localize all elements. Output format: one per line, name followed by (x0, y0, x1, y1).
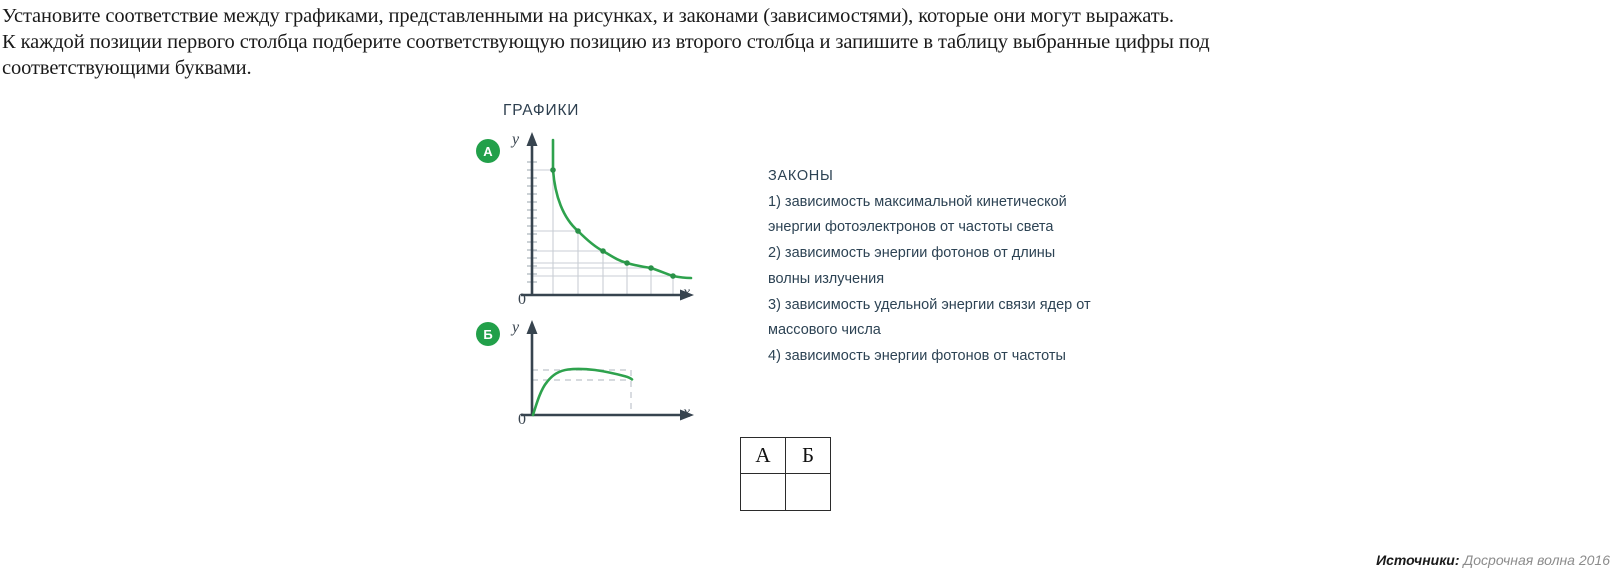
task-line-2: К каждой позиции первого столбца подберите соответствующую позицию из второго столбца и запишите в таблицу выбранные цифры под (2, 31, 1210, 53)
task-line-3: соответствующими буквами. (2, 57, 252, 79)
answer-cell-a[interactable] (741, 474, 786, 511)
answer-table-value-row (741, 474, 831, 511)
answer-table-header-a: А (741, 438, 786, 474)
graph-a-curve (553, 140, 691, 278)
laws-title: ЗАКОНЫ (768, 168, 834, 184)
graph-b-svg (505, 314, 695, 430)
graph-a-x-axis-label: x (683, 284, 691, 301)
laws-column (768, 164, 1098, 370)
graph-b-figure (505, 314, 695, 435)
law-item-1: 1) зависимость максимальной кинетической энергии фотоэлектронов от частоты света (768, 193, 1067, 236)
graph-b-x-axis-label: x (683, 404, 691, 421)
source-footer (1376, 552, 1610, 568)
graph-a-figure (505, 126, 695, 316)
source-label: Источники: (1376, 552, 1460, 568)
task-line-1: Установите соответствие между графиками, представленными на рисунках, и законами (зависимостями), которые они могут выражать. (2, 5, 1174, 27)
graph-badge-a: А (476, 139, 500, 163)
law-item-3: 3) зависимость удельной энергии связи ядер от массового числа (768, 296, 1091, 339)
source-value: Досрочная волна 2016 (1463, 552, 1610, 568)
graph-badge-b: Б (476, 322, 500, 346)
answer-table-header-b: Б (786, 438, 831, 474)
graph-a-gridlines-vertical (553, 170, 673, 294)
graph-a-y-axis-label: y (512, 131, 520, 148)
task-statement (2, 3, 1612, 81)
answer-table-header-row (741, 438, 831, 474)
graph-b-origin-label: 0 (518, 411, 526, 428)
answer-table (740, 437, 831, 511)
graph-a-svg (505, 126, 695, 311)
law-item-2: 2) зависимость энергии фотонов от длины волны излучения (768, 245, 1056, 287)
law-item-4: 4) зависимость энергии фотонов от частоты (768, 347, 1066, 364)
graphs-heading: ГРАФИКИ (503, 102, 580, 119)
answer-cell-b[interactable] (786, 474, 831, 511)
graph-b-curve (533, 369, 632, 415)
graph-a-origin-label: 0 (518, 291, 526, 308)
graph-b-dashed-guides (532, 370, 631, 415)
graph-b-y-axis-label: y (512, 319, 520, 336)
